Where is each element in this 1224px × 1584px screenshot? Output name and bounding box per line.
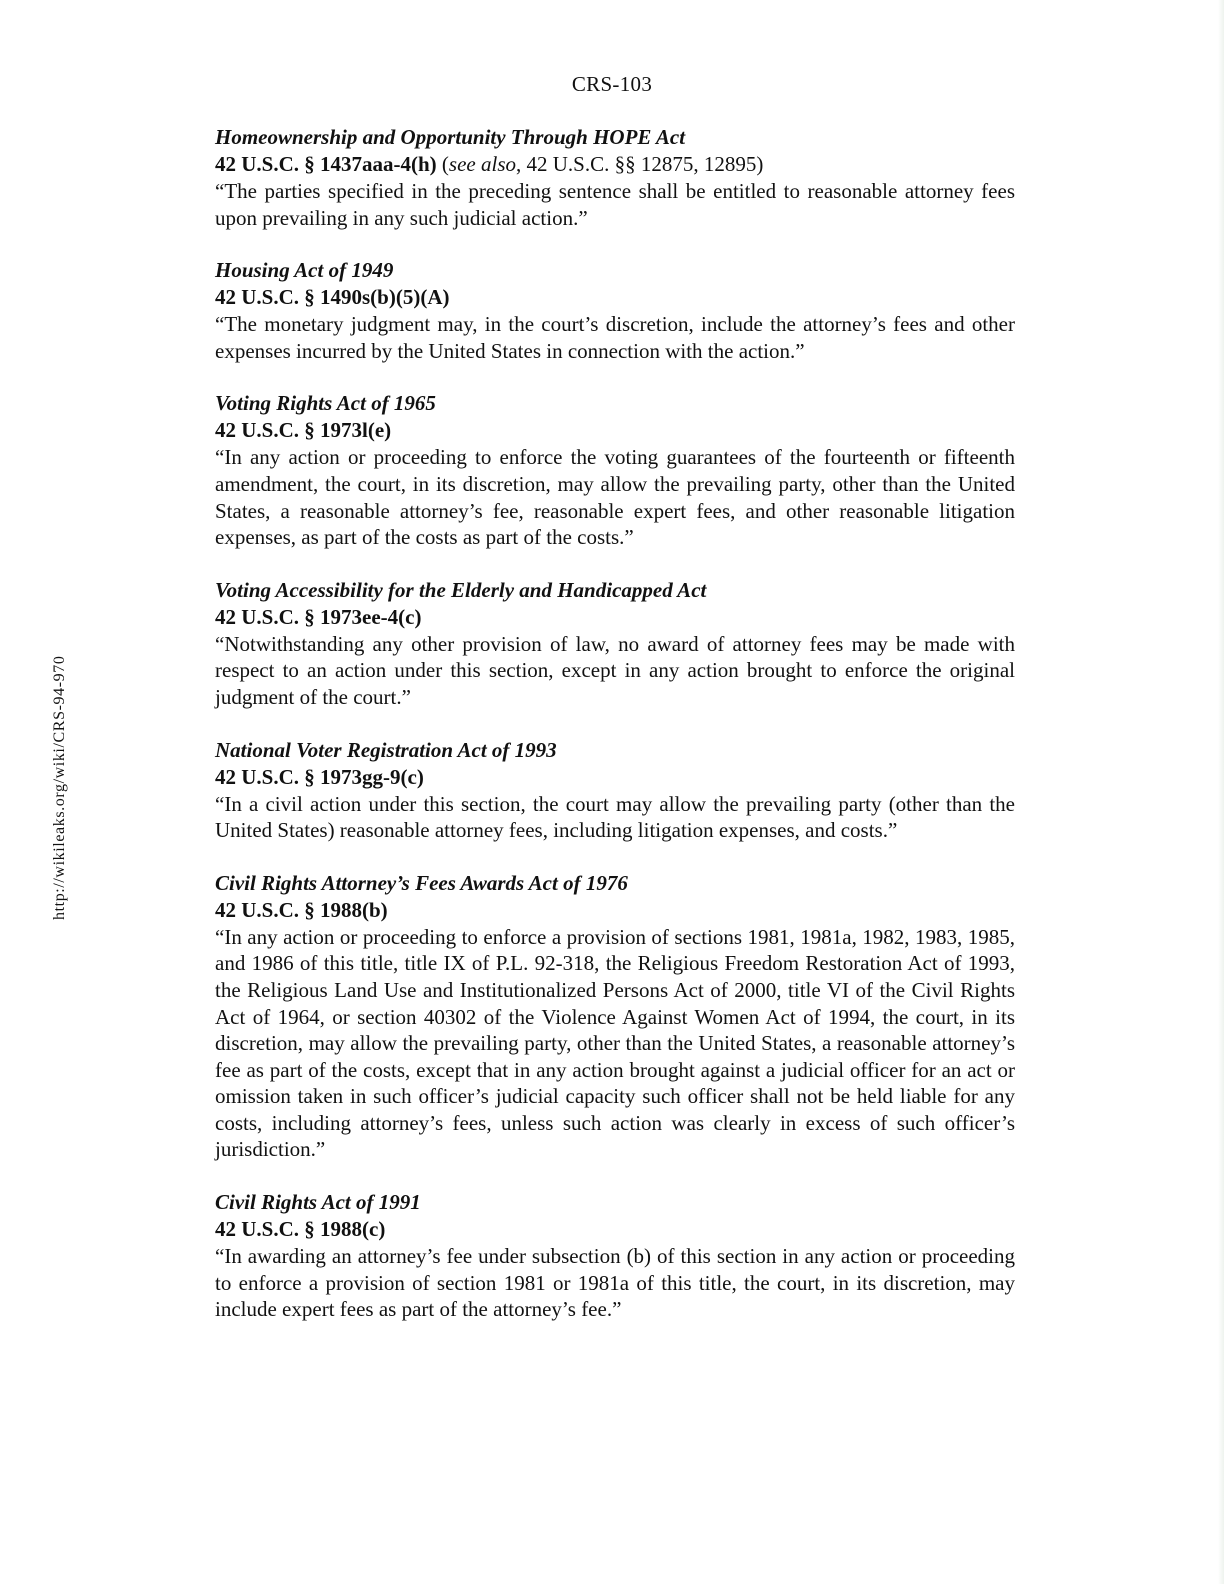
statute-entry-hope-act [215,124,1015,231]
statute-citation [215,897,1015,924]
page-number: CRS-103 [571,72,653,96]
statute-quote: “In a civil action under this section, the court may allow the prevailing party (other than the United States) reasonable attorney fees, including litigation expenses, and costs.” [215,791,1015,843]
statute-quote: “In any action or proceeding to enforce the voting guarantees of the fourteenth or fifteenth amendment, the court, in its discretion, may allow the prevailing party, other than the United States, a reasonable attorney’s fee, reasonable expert fees, and other reasonable litigation expenses, as part of the costs as part of the costs.” [215,445,1015,550]
side-watermark-url: http://wikileaks.org/wiki/CRS-94-970 [51,655,68,920]
citation-code: 42 U.S.C. § 1988(c) [215,1217,386,1242]
statute-title: Civil Rights Act of 1991 [215,1190,421,1215]
statute-title: Homeownership and Opportunity Through HOPE Act [215,125,686,149]
statute-citation [215,764,1015,791]
citation-open-paren: ( [436,152,449,176]
citation-extra: , 42 U.S.C. §§ 12875, 12895) [516,152,764,176]
statute-quote: “The monetary judgment may, in the court’s discretion, include the attorney’s fees and other expenses incurred by the United States in connection with the action.” [215,312,1015,363]
citation-code: 42 U.S.C. § 1437aaa-4(h) [215,152,437,176]
citation-code: 42 U.S.C. § 1988(b) [215,897,388,922]
statute-quote: “In awarding an attorney’s fee under subsection (b) of this section in any action or proceeding to enforce a provision of section 1981 or 1981a of this title, the court, in its discretion, may include expert fees as part of the attorney’s fee.” [215,1244,1015,1322]
statute-title: Voting Rights Act of 1965 [215,391,436,416]
statute-entry-voter-registration-act [215,737,1015,844]
statute-title: Housing Act of 1949 [215,258,394,283]
statute-title: Voting Accessibility for the Elderly and Handicapped Act [215,577,707,602]
statute-citation [215,1216,1015,1243]
statute-quote: “Notwithstanding any other provision of law, no award of attorney fees may be made with respect to an action under this section, except in any action brought to enforce the original judgment of the court.” [215,631,1015,709]
statute-entry-voting-rights-act [215,390,1015,550]
statute-quote: “In any action or proceeding to enforce a provision of sections 1981, 1981a, 1982, 1983, 1985, and 1986 of this title, title IX of P.L. 92-318, the Religious Freedom Restoration Act of 1993, the Religious Land Use and Institutionalized Persons Act of 2000, title VI of the Civil Rights Act of 1964, or section 40302 of the Violence Against Women Act of 1994, the court, in its discretion, may allow the prevailing party, other than the United States, a reasonable attorney’s fee as part of the costs, except that in any action brought against a judicial officer for an act or omission taken in such officer’s judicial capacity such officer shall not be held liable for any costs, including attorney’s fees, unless such action was clearly in excess of such officer’s jurisdiction.” [215,924,1015,1162]
statute-entry-civil-rights-fees-act [215,870,1015,1163]
statute-entry-housing-act [215,257,1015,364]
citation-code: 42 U.S.C. § 1973gg-9(c) [215,764,424,789]
document-body [215,124,1015,1349]
statute-entry-voting-accessibility-act [215,577,1015,711]
page-edge-shadow [1218,0,1224,1584]
statute-title: National Voter Registration Act of 1993 [215,737,557,762]
statute-citation [215,417,1015,444]
citation-see-also: see also [448,152,516,176]
citation-code: 42 U.S.C. § 1973ee-4(c) [215,604,422,629]
statute-citation [215,151,1015,178]
statute-title: Civil Rights Attorney’s Fees Awards Act of 1976 [215,870,628,895]
citation-code: 42 U.S.C. § 1490s(b)(5)(A) [215,285,450,310]
statute-entry-civil-rights-act-1991 [215,1189,1015,1323]
statute-citation [215,284,1015,311]
statute-quote: “The parties specified in the preceding sentence shall be entitled to reasonable attorney fees upon prevailing in any such judicial action.” [215,179,1015,230]
citation-code: 42 U.S.C. § 1973l(e) [215,418,392,443]
statute-citation [215,604,1015,631]
